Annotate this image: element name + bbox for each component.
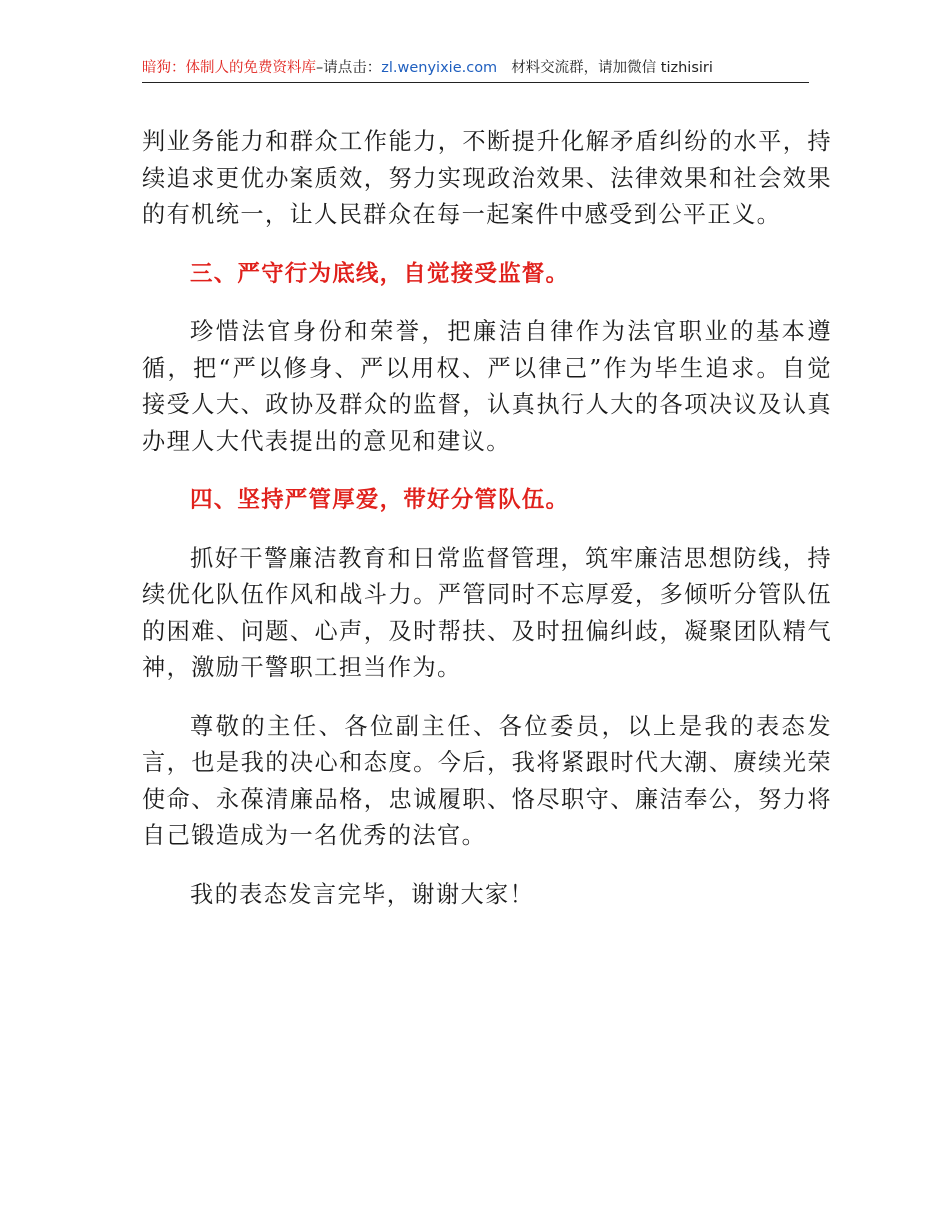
paragraph-section-3: 珍惜法官身份和荣誉，把廉洁自律作为法官职业的基本遵循，把“严以修身、严以用权、严以律己”作为毕生追求。自觉接受人大、政协及群众的监督，认真执行人大的各项决议及认真办理人大代表提出的意见和建议。 — [142, 318, 832, 455]
paragraph-closing: 尊敬的主任、各位副主任、各位委员，以上是我的表态发言，也是我的决心和态度。今后，我将紧跟时代大潮、赓续光荣使命、永葆清廉品格，忠诚履职、恪尽职守、廉洁奉公，努力将自己锻造成为一名优秀的法官。 — [142, 712, 832, 849]
document-body — [142, 124, 832, 913]
paragraph-section-4: 抓好干警廉洁教育和日常监督管理，筑牢廉洁思想防线，持续优化队伍作风和战斗力。严管同时不忘厚爱，多倾听分管队伍的困难、问题、心声，及时帮扶、及时扭偏纠歧，凝聚团队精气神，激励干警职工担当作为。 — [142, 544, 832, 681]
header-site-name: 暗狗：体制人的免费资料库 — [142, 60, 316, 76]
section-heading-3: 三、严守行为底线，自觉接受监督。 — [190, 260, 570, 287]
header-group-note: 材料交流群，请加微信 tizhisiri — [511, 60, 713, 76]
paragraph-thanks: 我的表态发言完毕，谢谢大家！ — [190, 880, 535, 908]
section-heading-4: 四、坚持严管厚爱，带好分管队伍。 — [190, 487, 570, 513]
header-url-link[interactable]: zl.wenyixie.com — [381, 60, 498, 76]
page-header — [142, 56, 809, 83]
paragraph-continued: 判业务能力和群众工作能力，不断提升化解矛盾纠纷的水平，持续追求更优办案质效，努力实现政治效果、法律效果和社会效果的有机统一，让人民群众在每一起案件中感受到公平正义。 — [142, 128, 832, 228]
header-click-prompt: –请点击： — [316, 60, 382, 76]
